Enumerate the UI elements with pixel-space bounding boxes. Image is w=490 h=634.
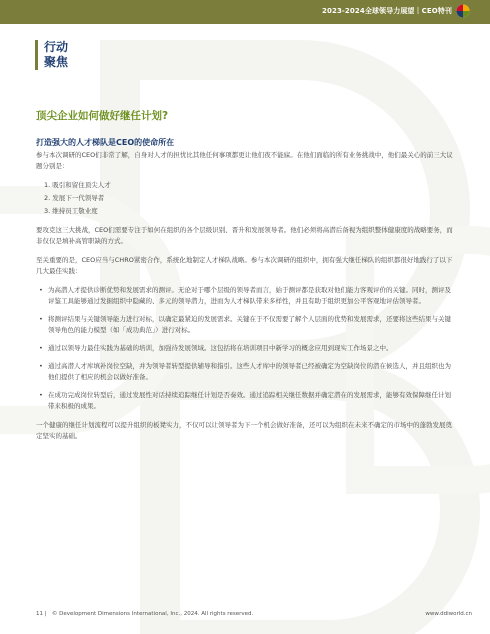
section-tab bbox=[35, 40, 68, 70]
footer-separator: | bbox=[44, 611, 47, 617]
header-title: 2023-2024全球领导力展望｜CEO特刊 bbox=[322, 7, 452, 15]
ddi-logo-icon bbox=[456, 4, 470, 18]
practice-text: 将测评结果与关键领导能力进行对标，以确定最紧迫的发展需求。关键在于不仅需要了解个人层面的优势和发展需求，还要将这些结果与关键领导角色的能力模型（如「成功典范」）进行对标。 bbox=[48, 315, 451, 334]
practice-text: 在成功完成岗位转型后，通过发展性对话持续追踪继任计划是否奏效。通过追踪相关继任数据并确定潜在的发展需求，能够有效保障继任计划带来积极的成果。 bbox=[48, 391, 451, 410]
practice-item bbox=[36, 361, 454, 383]
page-number: 11 bbox=[36, 611, 43, 617]
priorities-list bbox=[36, 180, 454, 217]
section-tab-line2: 聚焦 bbox=[44, 55, 69, 69]
closing-paragraph: 一个健康的继任计划流程可以提升组织的板凳实力，不仅可以让领导者为下一个机会做好准备，还可以为组织在未来不确定的市场中的蓬勃发展奠定坚实的基础。 bbox=[36, 421, 452, 440]
best-practices-list bbox=[36, 285, 454, 412]
challenge-paragraph: 要攻克这三大挑战，CEO们需要专注于如何在组织的各个层级识别、晋升和发展领导者。他们必须将高潜后备视为组织整体健康度的战略要务，而非仅仅是填补高管职缺的方式。 bbox=[36, 226, 453, 245]
section-tab-line1: 行动 bbox=[44, 40, 69, 54]
page-title: 顶尖企业如何做好继任计划? bbox=[36, 110, 169, 122]
priority-item: 1. 吸引和留住顶尖人才 bbox=[44, 181, 111, 189]
priority-item: 2. 发展下一代领导者 bbox=[44, 194, 105, 202]
practice-text: 通过高潜人才库填补岗位空缺，并为领导者转型提供辅导和指引。这些人才库中的领导者已经被确定为空缺岗位的潜在候选人，并且组织也为他们提供了相应的机会以做好准备。 bbox=[48, 362, 451, 381]
website-link[interactable]: www.ddiworld.cn bbox=[425, 611, 472, 617]
practices-intro-paragraph: 至关重要的是，CEO应当与CHRO紧密合作，系统化地制定人才梯队战略。参与本次调研的组织中，拥有强大继任梯队的组织都很好地践行了以下几大最佳实践： bbox=[36, 256, 453, 275]
copyright-text: © Development Dimensions International, Inc., 2024. All rights reserved. bbox=[51, 611, 254, 617]
practice-item bbox=[36, 390, 454, 412]
article-body bbox=[36, 110, 454, 450]
section-subtitle: 打造强大的人才梯队是CEO的使命所在 bbox=[36, 138, 175, 147]
bullet-icon: • bbox=[39, 315, 43, 323]
footer-left bbox=[36, 611, 253, 617]
practice-item bbox=[36, 343, 454, 354]
bullet-icon: • bbox=[39, 344, 43, 352]
practice-item bbox=[36, 285, 454, 307]
bullet-icon: • bbox=[39, 391, 43, 399]
practice-text: 通过以领导力最佳实践为基础的培训，加强待发展领域。这包括将在培训项目中新学习的概念应用到现实工作场景之中。 bbox=[48, 344, 393, 352]
practice-item bbox=[36, 314, 454, 336]
bullet-icon: • bbox=[39, 286, 43, 294]
practice-text: 为高潜人才提供诊断优势和发展需求的测评。无论对于哪个层级的领导者而言，始于测评都是获取对他们能力客观评价的关键。同时，测评及评鉴工具能够通过发掘组织中隐藏的、多元的领导潜力，进而为人才梯队带来多样性，并且有助于组织更加公平客观地评估领导者。 bbox=[48, 286, 451, 305]
intro-paragraph: 参与本次调研的CEO们非常了解，自身对人才的担忧比其他任何事项都更让他们夜不能寐。在他们面临的所有业务挑战中，他们最关心的前三大议题分别是： bbox=[36, 151, 453, 170]
bullet-icon: • bbox=[39, 362, 43, 370]
priority-item: 3. 维持员工敬业度 bbox=[44, 207, 98, 215]
